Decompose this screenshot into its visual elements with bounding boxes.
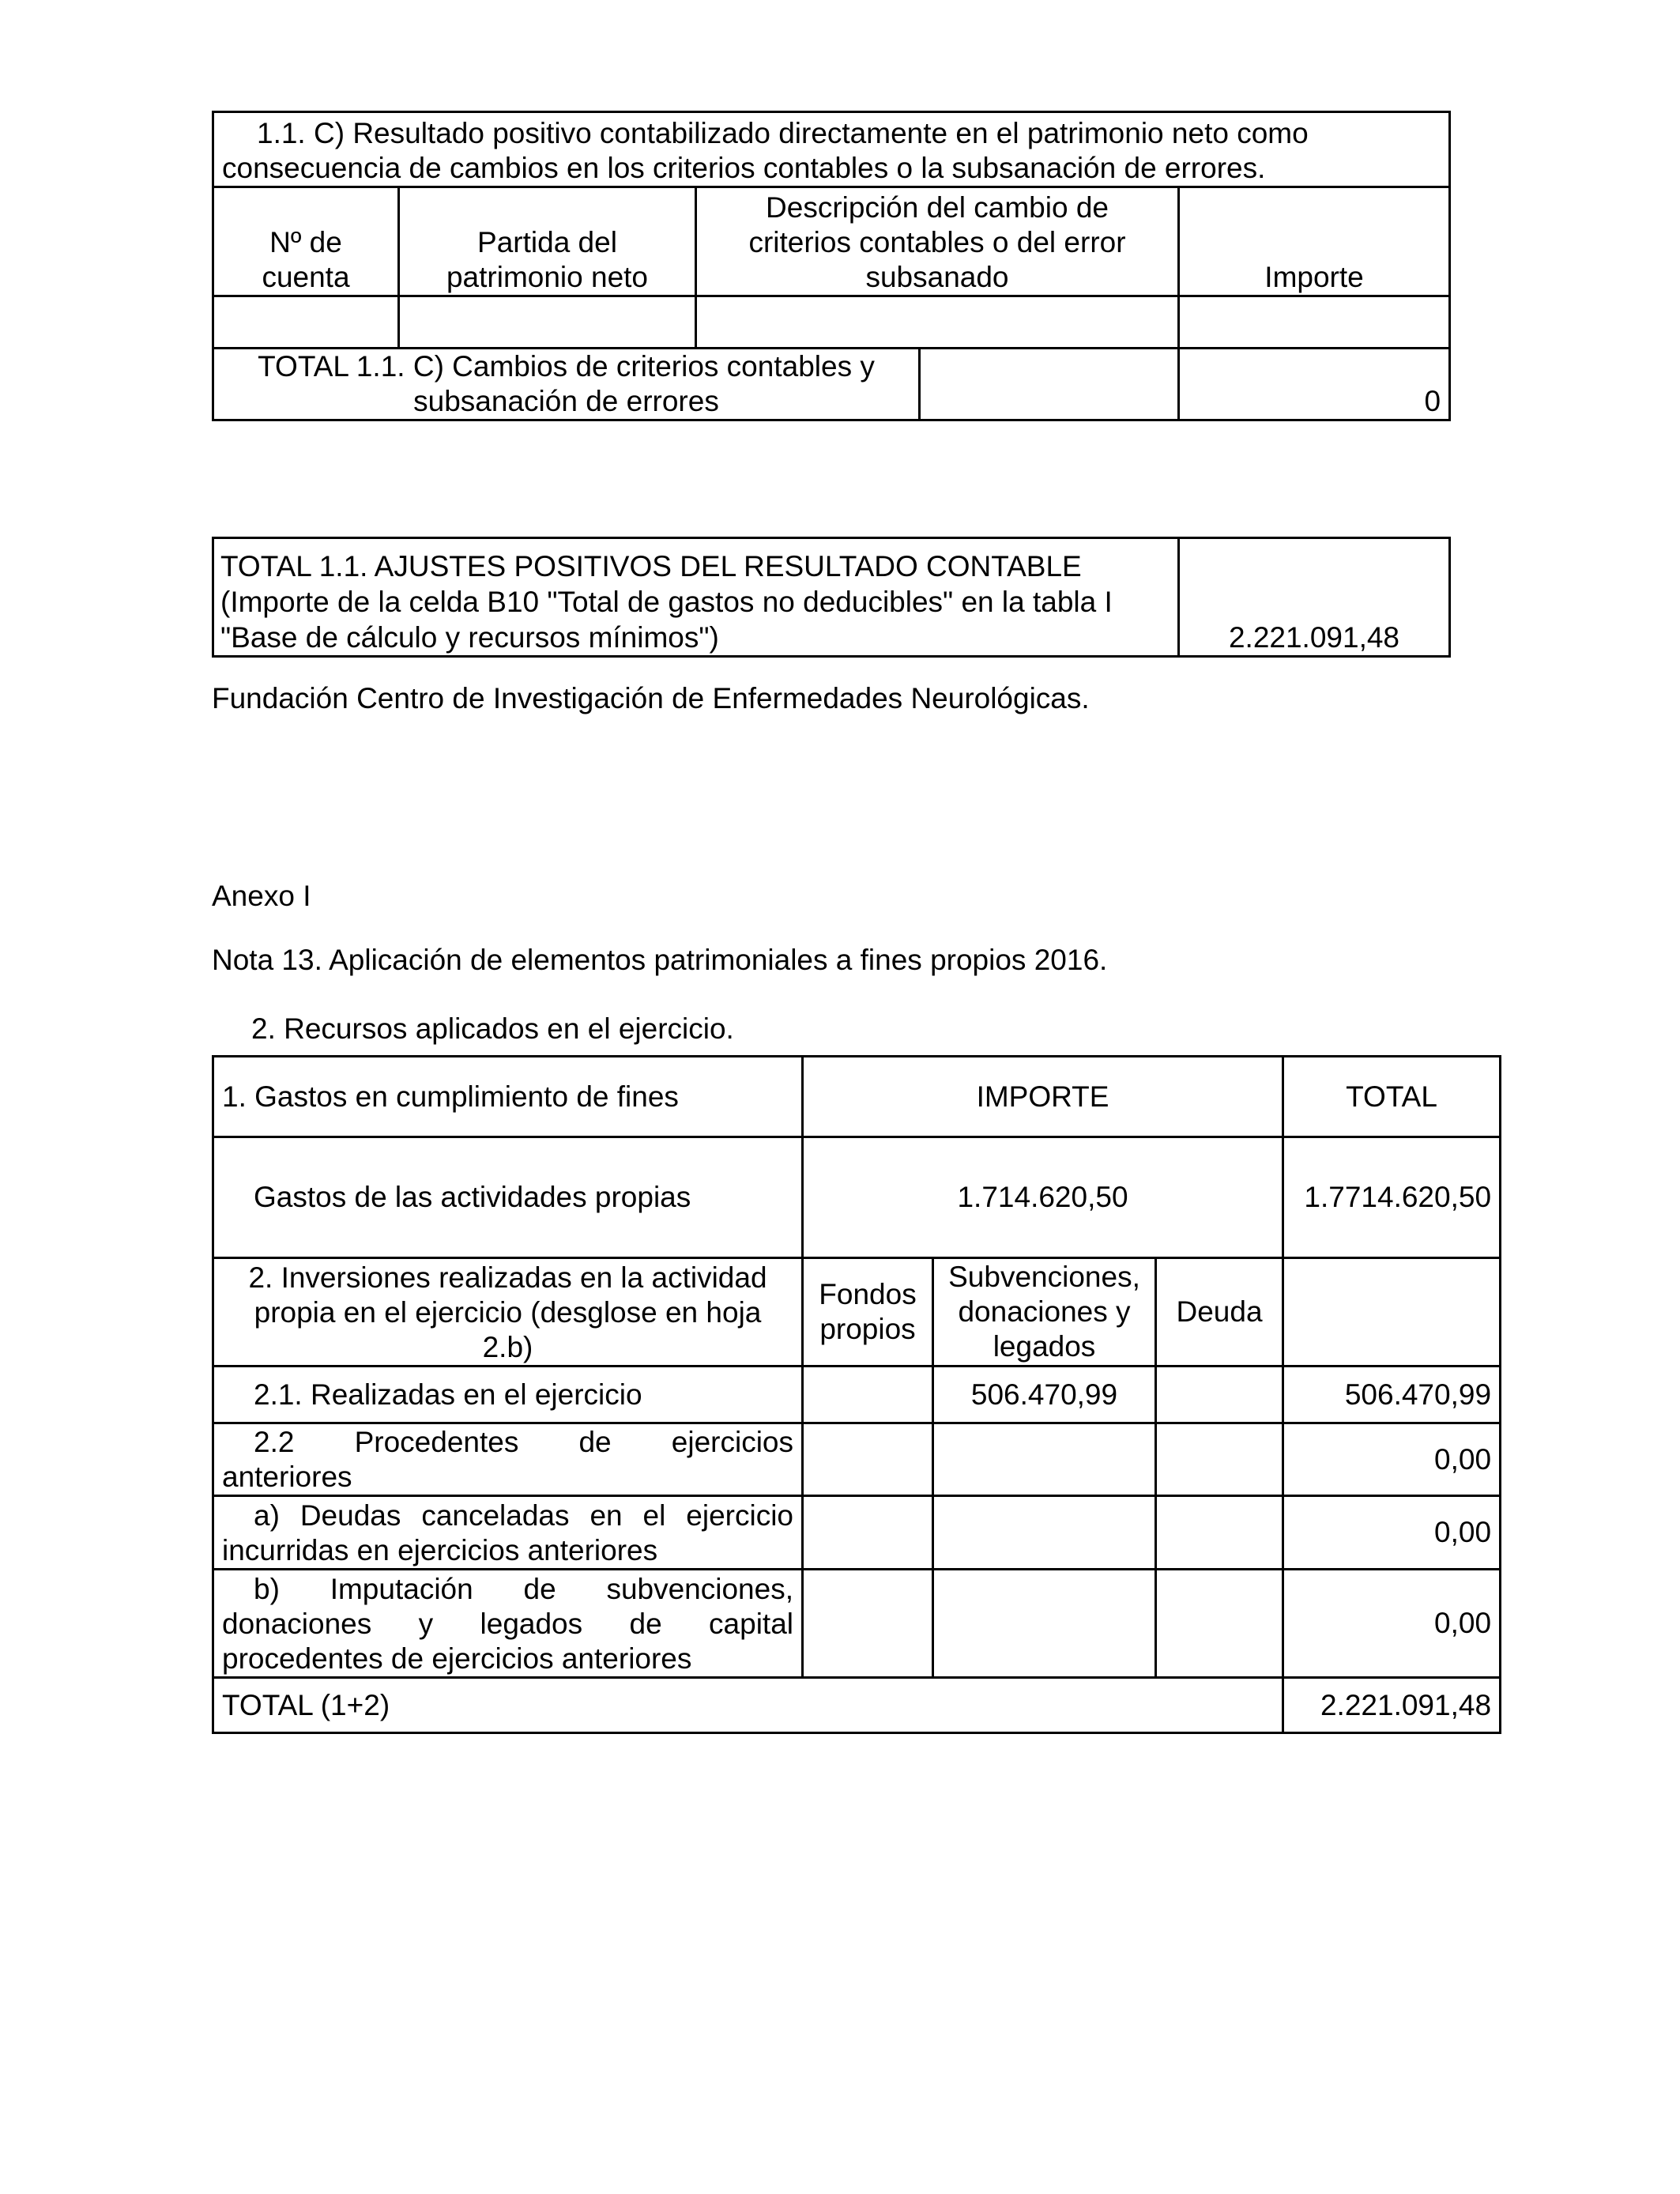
inversiones-fondos: Fondos propios (803, 1258, 933, 1367)
table1-total-value: 0 (1179, 349, 1450, 420)
header-gastos: 1. Gastos en cumplimiento de fines (213, 1057, 803, 1137)
deudas-total: 0,00 (1283, 1496, 1501, 1570)
imputacion-total: 0,00 (1283, 1570, 1501, 1678)
empty-cell (1156, 1367, 1283, 1423)
procedentes-label: 2.2 Procedentes de ejercicios anteriores (213, 1423, 803, 1496)
empty-cell (920, 349, 1179, 420)
col-header-cuenta: Nº de cuenta (213, 187, 399, 296)
procedentes-total: 0,00 (1283, 1423, 1501, 1496)
positive-adjustments-table (212, 537, 1451, 658)
adjustments-value: 2.221.091,48 (1179, 538, 1450, 657)
gastos-total: 1.7714.620,50 (1283, 1137, 1501, 1258)
section-title: 2. Recursos aplicados en el ejercicio. (251, 1012, 734, 1045)
table1-heading (213, 112, 1450, 187)
empty-cell (1156, 1570, 1283, 1678)
table1-heading-line1: 1.1. C) Resultado positivo contabilizado directamente en el patrimonio neto como (257, 117, 1309, 149)
empty-cell (1283, 1258, 1501, 1367)
criteria-change-table (212, 111, 1451, 421)
annex-title: Anexo I (212, 880, 311, 912)
empty-cell (1156, 1423, 1283, 1496)
total-label: TOTAL (1+2) (213, 1678, 1283, 1733)
empty-cell (933, 1496, 1156, 1570)
gastos-importe: 1.714.620,50 (803, 1137, 1283, 1258)
realizadas-subvenciones: 506.470,99 (933, 1367, 1156, 1423)
empty-cell (696, 296, 1179, 349)
col-header-importe: Importe (1179, 187, 1450, 296)
empty-cell (933, 1423, 1156, 1496)
inversiones-label: 2. Inversiones realizadas en la actividad propia en el ejercicio (desglose en hoja 2.b) (213, 1258, 803, 1367)
foundation-name: Fundación Centro de Investigación de Enfermedades Neurológicas. (212, 682, 1090, 714)
realizadas-total: 506.470,99 (1283, 1367, 1501, 1423)
imputacion-label: b) Imputación de subvenciones, donaciones y legados de capital procedentes de ejercicios anteriores (213, 1570, 803, 1678)
empty-cell (803, 1570, 933, 1678)
resources-applied-table (212, 1055, 1501, 1734)
table1-heading-line2: consecuencia de cambios en los criterios contables o la subsanación de errores. (222, 152, 1266, 184)
deudas-label: a) Deudas canceladas en el ejercicio incurridas en ejercicios anteriores (213, 1496, 803, 1570)
note-title: Nota 13. Aplicación de elementos patrimoniales a fines propios 2016. (212, 944, 1108, 976)
table1-total-label: TOTAL 1.1. C) Cambios de criterios contables y subsanación de errores (213, 349, 920, 420)
gastos-label: Gastos de las actividades propias (213, 1137, 803, 1258)
inversiones-subvenciones: Subvenciones, donaciones y legados (933, 1258, 1156, 1367)
inversiones-deuda: Deuda (1156, 1258, 1283, 1367)
total-value: 2.221.091,48 (1283, 1678, 1501, 1733)
col-header-partida: Partida del patrimonio neto (399, 187, 696, 296)
empty-cell (399, 296, 696, 349)
empty-cell (1156, 1496, 1283, 1570)
header-importe: IMPORTE (803, 1057, 1283, 1137)
realizadas-label: 2.1. Realizadas en el ejercicio (213, 1367, 803, 1423)
empty-cell (803, 1367, 933, 1423)
col-header-descripcion: Descripción del cambio de criterios contables o del error subsanado (696, 187, 1179, 296)
empty-cell (803, 1496, 933, 1570)
adjustments-label: TOTAL 1.1. AJUSTES POSITIVOS DEL RESULTADO CONTABLE (Importe de la celda B10 "Total de gastos no deducibles" en la tabla I "Base de cálculo y recursos mínimos") (213, 538, 1179, 657)
empty-cell (803, 1423, 933, 1496)
empty-cell (1179, 296, 1450, 349)
empty-cell (933, 1570, 1156, 1678)
empty-cell (213, 296, 399, 349)
header-total: TOTAL (1283, 1057, 1501, 1137)
